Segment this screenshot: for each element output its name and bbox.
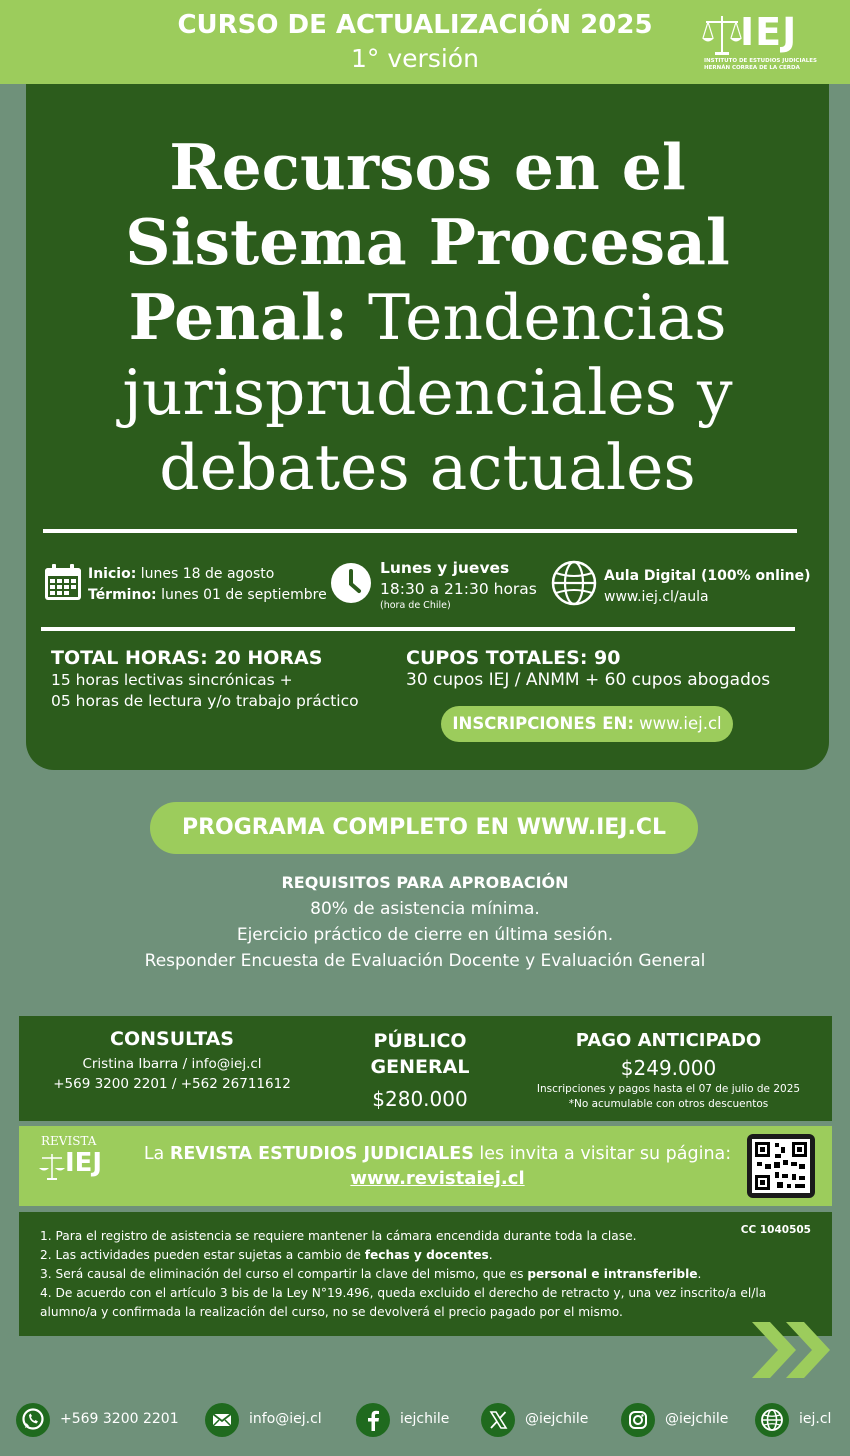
public-price: PÚBLICO GENERAL $280.000: [370, 1030, 470, 1111]
logo-text: IEJ: [740, 10, 798, 54]
top-banner: [0, 0, 850, 84]
globe-icon: [755, 1403, 789, 1437]
terms-notes: [19, 1212, 832, 1336]
course-line: CURSO DE ACTUALIZACIÓN 2025: [177, 10, 653, 40]
note-item: 1. Para el registro de asistencia se requiere mantener la cámara encendida durante toda la clase.: [40, 1229, 637, 1243]
pricing-panel: [19, 1016, 832, 1121]
x-label: @iejchile: [525, 1411, 589, 1427]
note-item: 4. De acuerdo con el artículo 3 bis de la Ley N°19.496, queda excluido el derecho de retracto y, una vez inscrito/a el/la alumno/a y confirmada la realización del curso, no se devolverá el precio pagado por el mismo.: [40, 1286, 767, 1319]
platform-text: Aula Digital (100% online) www.iej.cl/aula: [604, 568, 811, 605]
scales-of-justice-icon: [39, 1152, 65, 1182]
course-code: CC 1040505: [740, 1224, 811, 1236]
whatsapp-label: +569 3200 2201: [60, 1411, 179, 1427]
total-hours: TOTAL HORAS: 20 HORAS 15 horas lectivas sincrónicas + 05 horas de lectura y/o trabajo práctico: [51, 647, 359, 710]
revista-logo: REVISTA IEJ: [39, 1134, 109, 1198]
instagram-label: @iejchile: [665, 1411, 729, 1427]
double-chevron-icon: [752, 1322, 836, 1378]
requirement-item: 80% de asistencia mínima.: [310, 899, 540, 919]
x-logo-icon: [481, 1403, 515, 1437]
revista-link[interactable]: www.revistaiej.cl: [350, 1168, 525, 1189]
version-line: 1° versión: [351, 44, 479, 73]
whatsapp-icon: [16, 1403, 50, 1437]
email-label: info@iej.cl: [249, 1411, 322, 1427]
email-icon: [205, 1403, 239, 1437]
revista-invite: La REVISTA ESTUDIOS JUDICIALES les invita a visitar su página:: [143, 1144, 732, 1164]
main-card: [26, 84, 829, 770]
qr-code-icon[interactable]: [747, 1134, 815, 1198]
note-item: 3. Será causal de eliminación del curso el compartir la clave del mismo, que es personal e intransferible.: [40, 1267, 702, 1281]
requirements: [0, 870, 850, 974]
total-seats: CUPOS TOTALES: 90 30 cupos IEJ / ANMM + 60 cupos abogados: [406, 647, 771, 690]
scales-of-justice-icon: [700, 12, 744, 58]
registration-pill[interactable]: INSCRIPCIONES EN: www.iej.cl: [441, 706, 733, 742]
facebook-icon: [356, 1403, 390, 1437]
instagram-icon: [621, 1403, 655, 1437]
requirement-item: Responder Encuesta de Evaluación Docente y Evaluación General: [144, 951, 706, 971]
calendar-icon: [43, 562, 83, 602]
dates-text: Inicio: lunes 18 de agosto Término: lunes 01 de septiembre: [88, 566, 327, 603]
clock-icon: [330, 562, 372, 604]
divider-top: [43, 529, 797, 533]
requirements-heading: REQUISITOS PARA APROBACIÓN: [281, 873, 569, 892]
website-label: iej.cl: [799, 1411, 832, 1427]
course-title: Recursos en el Sistema Procesal Penal: Tendencias jurisprudenciales y debates actuales: [122, 130, 733, 504]
requirement-item: Ejercicio práctico de cierre en última sesión.: [236, 925, 614, 945]
time-text: Lunes y jueves 18:30 a 21:30 horas (hora de Chile): [380, 559, 537, 611]
note-item: 2. Las actividades pueden estar sujetas a cambio de fechas y docentes.: [40, 1248, 493, 1262]
logo-subtitle: INSTITUTO DE ESTUDIOS JUDICIALES HERNÁN CORREA DE LA CERDA: [704, 58, 817, 71]
contact-info: CONSULTAS Cristina Ibarra / info@iej.cl +569 3200 2201 / +562 26711612: [53, 1028, 291, 1092]
early-price: PAGO ANTICIPADO $249.000 Inscripciones y pagos hasta el 07 de julio de 2025 *No acumulable con otros descuentos: [536, 1030, 801, 1110]
program-link-button[interactable]: PROGRAMA COMPLETO EN WWW.IEJ.CL: [150, 802, 698, 854]
divider-bottom: [41, 627, 795, 631]
iej-logo: [700, 10, 830, 76]
facebook-label: iejchile: [400, 1411, 450, 1427]
globe-icon: [551, 560, 597, 606]
revista-banner: [19, 1126, 832, 1206]
